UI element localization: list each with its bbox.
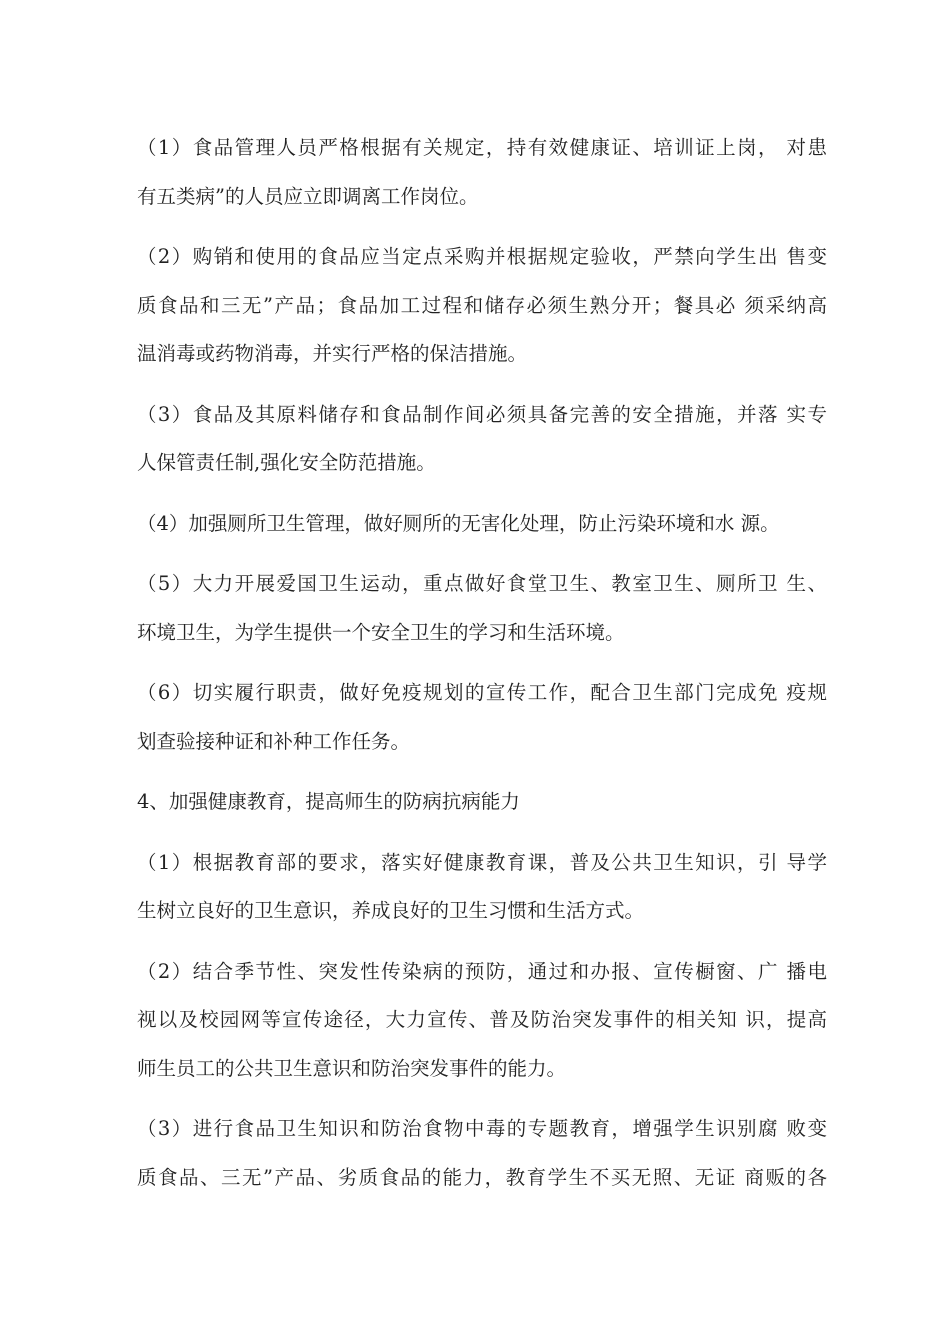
paragraph-1 [137, 124, 827, 221]
paragraph-line: （5）大力开展爱国卫生运动，重点做好食堂卫生、教室卫生、厕所卫 生、 [137, 572, 827, 595]
heading-line: 4、加强健康教育，提高师生的防病抗病能力 [137, 790, 520, 813]
section-heading [137, 778, 827, 827]
paragraph-line: 人保管责任制,强化安全防范措施。 [137, 451, 436, 474]
paragraph-line: 划查验接种证和补种工作任务。 [137, 729, 411, 753]
document-body [137, 124, 827, 1214]
paragraph-line: （2）结合季节性、突发性传染病的预防，通过和办报、宣传橱窗、广 播电 [137, 959, 827, 983]
paragraph-8 [137, 948, 827, 1094]
paragraph-line: （6）切实履行职责，做好免疫规划的宣传工作，配合卫生部门完成免 疫规 [137, 681, 827, 704]
paragraph-line: 质食品、三无”产品、劣质食品的能力，教育学生不买无照、无证 商贩的各 [137, 1165, 827, 1189]
paragraph-line: 视以及校园网等宣传途径，大力宣传、普及防治突发事件的相关知 识，提高 [137, 1008, 827, 1031]
paragraph-line: 有五类病”的人员应立即调离工作岗位。 [137, 184, 479, 208]
paragraph-line: （3）食品及其原料储存和食品制作间必须具备完善的安全措施，并落 实专 [137, 402, 827, 426]
paragraph-line: 质食品和三无”产品；食品加工过程和储存必须生熟分开；餐具必 须采纳高 [137, 293, 827, 317]
paragraph-line: （3）进行食品卫生知识和防治食物中毒的专题教育，增强学生识别腐 败变 [137, 1117, 827, 1140]
paragraph-5 [137, 560, 827, 657]
paragraph-line: （1）根据教育部的要求，落实好健康教育课，普及公共卫生知识，引 导学 [137, 850, 827, 874]
paragraph-line: （2）购销和使用的食品应当定点采购并根据规定验收，严禁向学生出 售变 [137, 245, 827, 268]
paragraph-line: 环境卫生，为学生提供一个安全卫生的学习和生活环境。 [137, 620, 625, 644]
paragraph-line: （4）加强厕所卫生管理，做好厕所的无害化处理，防止污染环境和水 源。 [137, 511, 780, 535]
paragraph-line: （1）食品管理人员严格根据有关规定，持有效健康证、培训证上岗， 对患 [137, 136, 827, 159]
paragraph-6 [137, 669, 827, 766]
paragraph-line: 师生员工的公共卫生意识和防治突发事件的能力。 [137, 1056, 567, 1080]
paragraph-2 [137, 233, 827, 379]
paragraph-line: 生树立良好的卫生意识，养成良好的卫生习惯和生活方式。 [137, 899, 645, 922]
paragraph-4 [137, 500, 827, 549]
paragraph-9 [137, 1105, 827, 1202]
paragraph-3 [137, 391, 827, 488]
paragraph-line: 温消毒或药物消毒，并实行严格的保洁措施。 [137, 342, 528, 365]
paragraph-7 [137, 839, 827, 936]
